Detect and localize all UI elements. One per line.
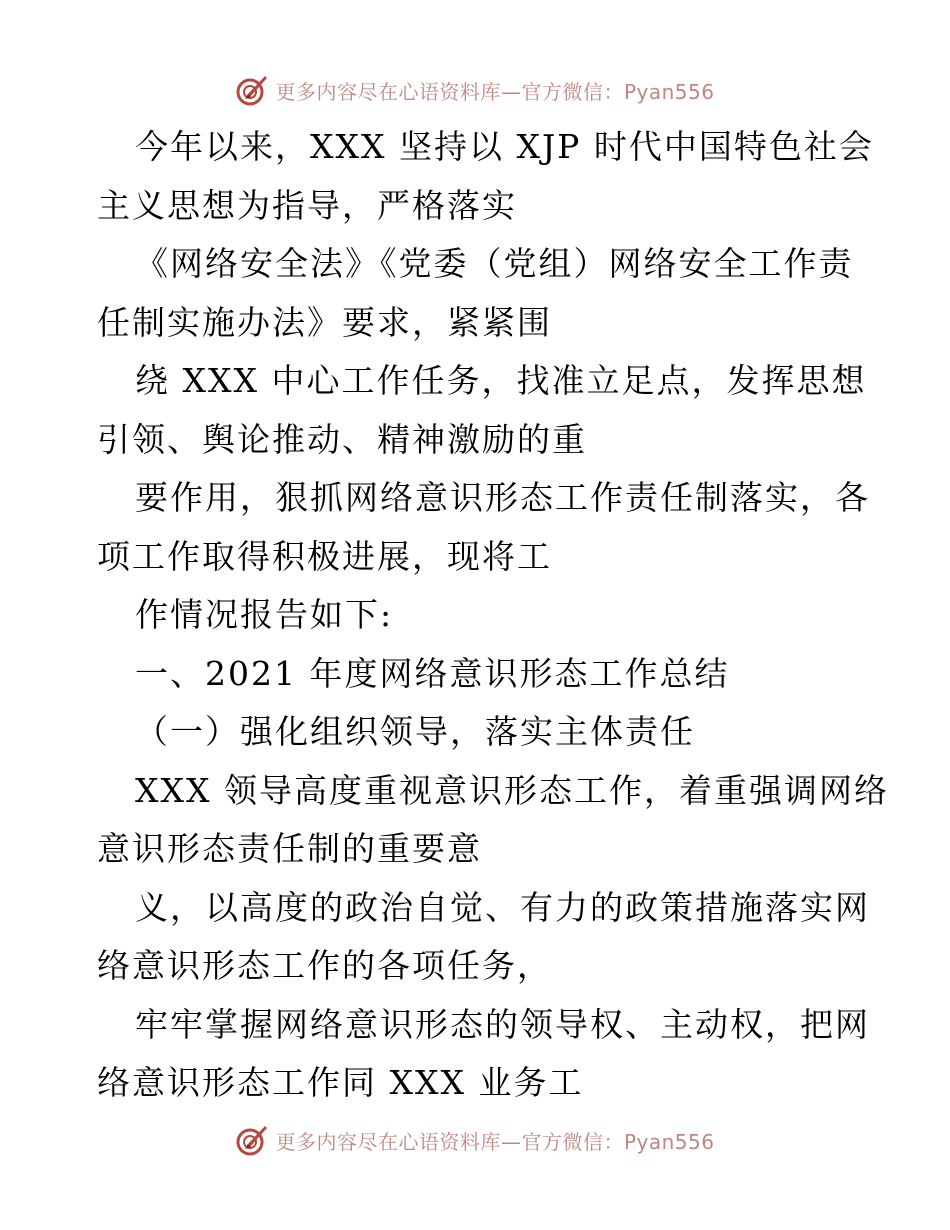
watermark-banner-top [0,70,950,110]
document-body [0,118,950,1113]
paragraph [0,469,950,586]
paragraph-line: 牢牢掌握网络意识形态的领导权、主动权，把网 [135,1004,870,1044]
watermark-text-top: 更多内容尽在心语资料库—官方微信：Pyan556 [275,79,715,104]
paragraph [0,762,950,879]
section-heading [0,645,950,704]
subsection-heading-text: （一）强化组织领导，落实主体责任 [135,712,695,751]
paragraph-line: 项工作取得积极进展，现将工 [97,536,552,576]
paragraph-line: 绕 XXX 中心工作任务，找准立足点，发挥思想 [135,361,867,400]
paragraph [0,235,950,352]
paragraph-line: 络意识形态工作的各项任务， [97,946,552,985]
watermark-banner-bottom [0,1120,950,1160]
paragraph-line: 今年以来，XXX 坚持以 XJP 时代中国特色社会 [135,127,874,166]
paragraph [0,586,950,645]
paragraph-line: 任制实施办法》要求，紧紧围 [97,302,552,342]
paragraph-line: 络意识形态工作同 XXX 业务工 [97,1063,584,1102]
paragraph [0,996,950,1113]
subsection-heading [0,703,950,762]
watermark-text-bottom: 更多内容尽在心语资料库—官方微信：Pyan556 [275,1129,715,1154]
paragraph-line: 要作用，狠抓网络意识形态工作责任制落实，各 [135,478,870,517]
paragraph-line: 义，以高度的政治自觉、有力的政策措施落实网 [135,887,870,927]
section-heading-text: 一、2021 年度网络意识形态工作总结 [135,653,730,693]
paragraph-line: 意识形态责任制的重要意 [97,829,482,868]
paragraph [0,879,950,996]
quill-logo-icon [235,1123,269,1157]
paragraph [0,118,950,235]
paragraph-line: 作情况报告如下: [135,595,394,634]
paragraph-line: 引领、舆论推动、精神激励的重 [97,419,587,459]
paragraph [0,352,950,469]
paragraph-line: 《网络安全法》《党委（党组）网络安全工作责 [135,244,854,283]
paragraph-line: 主义思想为指导，严格落实 [97,185,517,225]
paragraph-line: XXX 领导高度重视意识形态工作，着重强调网络 [135,770,889,810]
quill-logo-icon [235,73,269,107]
